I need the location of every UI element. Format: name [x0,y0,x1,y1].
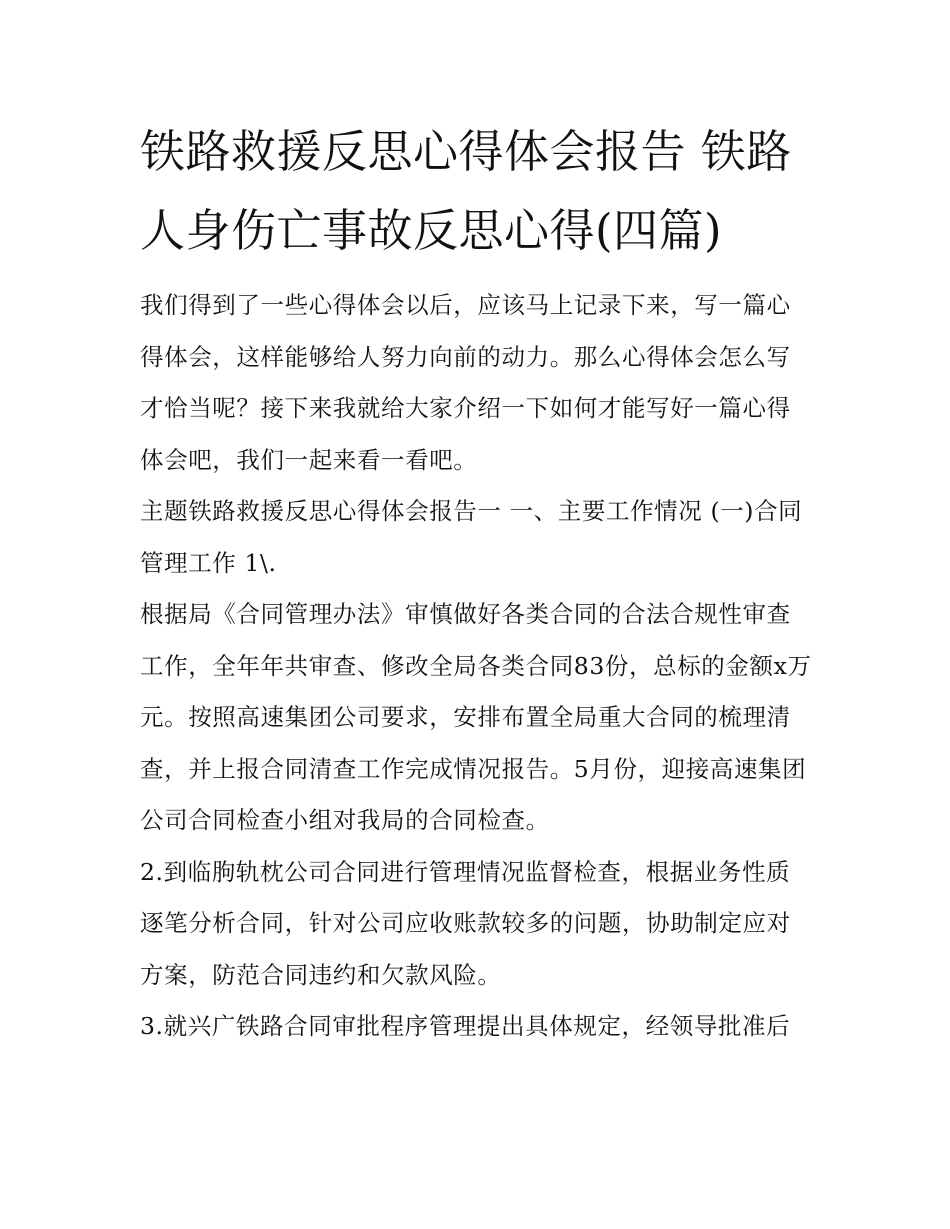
document-body [140,112,812,1053]
paragraph-section-heading: 主题铁路救援反思心得体会报告一 一、主要工作情况 (一)合同管理工作 1\. [140,497,803,577]
paragraph-item-2: 2.到临朐轨枕公司合同进行管理情况监督检查，根据业务性质逐笔分析合同，针对公司应收账款较多的问题，协助制定应对方案，防范合同违约和欠款风险。 [140,857,791,989]
paragraph-intro: 我们得到了一些心得体会以后，应该马上记录下来，写一篇心得体会，这样能够给人努力向前的动力。那么心得体会怎么写才恰当呢？接下来我就给大家介绍一下如何才能写好一篇心得体会吧，我们一起来看一看吧。 [140,291,791,474]
document-title: 铁路救援反思心得体会报告 铁路人身伤亡事故反思心得(四篇) [140,125,792,257]
paragraph-item-3: 3.就兴广铁路合同审批程序管理提出具体规定，经领导批准后 [140,1012,791,1040]
paragraph-contract-review: 根据局《合同管理办法》审慎做好各类合同的合法合规性审查工作，全年年共审查、修改全局各类合同83份，总标的金额x万元。按照高速集团公司要求，安排布置全局重大合同的梳理清查，并上报合同清查工作完成情况报告。5月份，迎接高速集团公司合同检查小组对我局的合同检查。 [140,600,812,834]
document-paragraphs [140,280,812,1053]
